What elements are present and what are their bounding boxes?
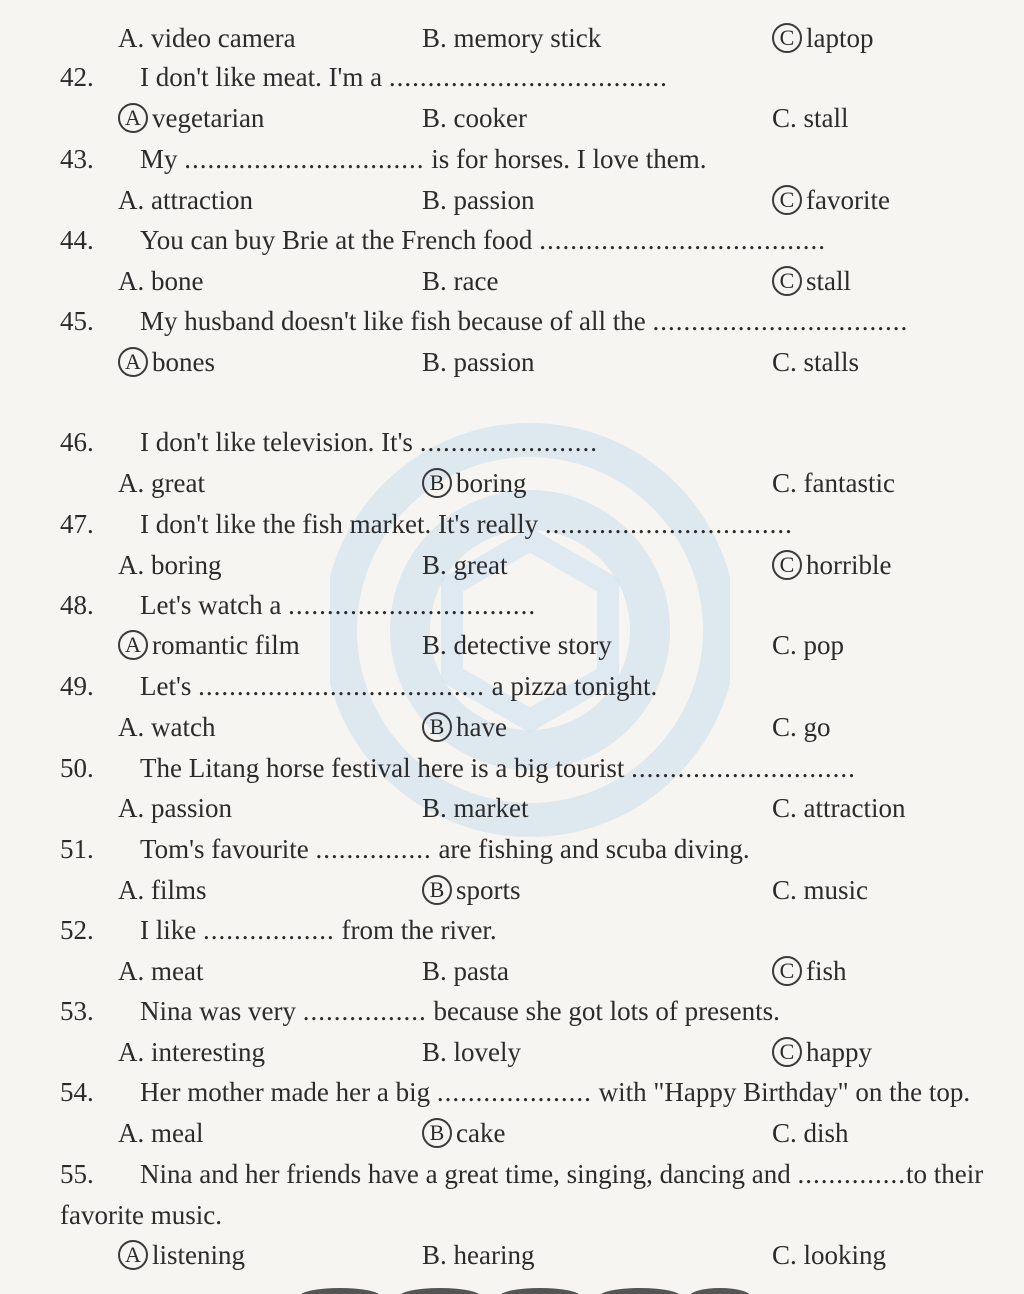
question-text — [140, 57, 668, 97]
option-c[interactable] — [772, 1235, 886, 1275]
question-fragment: with "Happy Birthday" on the top. — [598, 1077, 971, 1107]
option-c[interactable] — [772, 870, 868, 910]
option-b[interactable] — [422, 261, 498, 301]
option-text: A. meat — [118, 956, 204, 986]
option-b[interactable] — [422, 707, 507, 747]
question-46 — [0, 422, 1024, 462]
option-a[interactable] — [118, 707, 215, 747]
question-number: 46. — [60, 427, 94, 457]
option-text: B. pasta — [422, 956, 509, 986]
option-text: have — [456, 712, 507, 742]
answer-circle: A — [118, 103, 148, 133]
option-b[interactable] — [422, 545, 507, 585]
question-fragment: favorite music. — [60, 1200, 222, 1230]
option-text: sports — [456, 875, 521, 905]
question-number: 47. — [60, 509, 94, 539]
question-fragment: I don't like meat. I'm a — [140, 62, 383, 92]
answer-blank[interactable]: .............. — [797, 1159, 907, 1189]
question-fragment: a pizza tonight. — [491, 671, 658, 701]
answer-blank[interactable]: ................................ — [288, 590, 537, 620]
question-text — [140, 301, 908, 341]
answer-blank[interactable]: .................... — [436, 1077, 592, 1107]
option-b[interactable] — [422, 951, 509, 991]
question-text — [140, 1072, 970, 1112]
options-row — [0, 1235, 1024, 1275]
question-42 — [0, 57, 1024, 97]
option-text: C. looking — [772, 1240, 887, 1270]
options-row — [0, 707, 1024, 747]
option-text: A. video camera — [118, 23, 296, 53]
question-number: 53. — [60, 996, 94, 1026]
options-row — [0, 1113, 1024, 1153]
options-row — [0, 180, 1024, 220]
option-text: A. passion — [118, 793, 232, 823]
option-b[interactable] — [422, 625, 612, 665]
option-c[interactable] — [772, 951, 847, 991]
option-a[interactable] — [118, 951, 203, 991]
question-fragment: My — [140, 144, 178, 174]
options-row — [0, 261, 1024, 301]
option-text: B. passion — [422, 347, 535, 377]
option-text: C. stall — [772, 103, 849, 133]
option-b[interactable] — [422, 180, 535, 220]
option-text: B. memory stick — [422, 23, 602, 53]
answer-circle: C — [772, 550, 802, 580]
option-text: C. dish — [772, 1118, 849, 1148]
option-text: A. films — [118, 875, 207, 905]
question-number: 42. — [60, 62, 94, 92]
question-fragment: because she got lots of presents. — [433, 996, 780, 1026]
option-a[interactable] — [118, 463, 205, 503]
option-b[interactable] — [422, 1235, 534, 1275]
option-text: B. race — [422, 266, 499, 296]
question-fragment: to their — [906, 1159, 984, 1189]
question-47 — [0, 504, 1024, 544]
option-a[interactable] — [118, 625, 300, 665]
option-text: vegetarian — [152, 103, 265, 133]
option-text: listening — [152, 1240, 245, 1270]
answer-blank[interactable]: ....................... — [419, 427, 598, 457]
option-text: favorite — [806, 185, 890, 215]
question-number: 55. — [60, 1159, 94, 1189]
option-a[interactable] — [118, 342, 215, 382]
question-fragment: Let's watch a — [140, 590, 282, 620]
option-text: A. bone — [118, 266, 204, 296]
answer-blank[interactable]: ............................. — [631, 753, 856, 783]
question-fragment: Her mother made her a big — [140, 1077, 431, 1107]
question-55 — [0, 1154, 1024, 1194]
question-44 — [0, 220, 1024, 260]
options-row — [0, 545, 1024, 585]
question-text — [140, 422, 598, 462]
option-a[interactable] — [118, 18, 296, 58]
option-text: C. pop — [772, 630, 845, 660]
answer-blank[interactable]: ............................... — [184, 144, 425, 174]
option-text: A. great — [118, 468, 205, 498]
question-fragment: Nina was very — [140, 996, 296, 1026]
options-row — [0, 1032, 1024, 1072]
question-fragment: Nina and her friends have a great time, singing, dancing and — [140, 1159, 791, 1189]
option-b[interactable] — [422, 788, 528, 828]
options-row — [0, 342, 1024, 382]
question-fragment: Let's — [140, 671, 192, 701]
question-fragment: is for horses. I love them. — [431, 144, 707, 174]
question-text — [140, 748, 856, 788]
option-text: A. boring — [118, 550, 222, 580]
question-fragment: Tom's favourite — [140, 834, 309, 864]
answer-circle: C — [772, 185, 802, 215]
question-number: 48. — [60, 590, 94, 620]
answer-circle: B — [422, 468, 452, 498]
question-45 — [0, 301, 1024, 341]
answer-blank[interactable]: ................................. — [652, 306, 909, 336]
question-fragment: from the river. — [341, 915, 497, 945]
answer-circle: B — [422, 1118, 452, 1148]
option-text: B. cooker — [422, 103, 527, 133]
option-b[interactable] — [422, 1032, 521, 1072]
question-text — [140, 139, 706, 179]
options-row — [0, 625, 1024, 665]
answer-blank[interactable]: ..................................... — [198, 671, 485, 701]
question-number: 43. — [60, 144, 94, 174]
option-text: boring — [456, 468, 527, 498]
option-text: bones — [152, 347, 215, 377]
answer-blank[interactable]: ..................................... — [539, 225, 826, 255]
option-c[interactable] — [772, 1032, 872, 1072]
option-c[interactable] — [772, 463, 895, 503]
option-a[interactable] — [118, 180, 253, 220]
option-text: fish — [806, 956, 847, 986]
footer-decoration — [0, 1282, 1024, 1294]
option-text: B. lovely — [422, 1037, 521, 1067]
answer-circle: A — [118, 347, 148, 377]
option-c[interactable] — [772, 98, 849, 138]
option-text: B. passion — [422, 185, 535, 215]
option-c[interactable] — [772, 1113, 849, 1153]
question-53 — [0, 991, 1024, 1031]
option-b[interactable] — [422, 98, 527, 138]
question-number: 51. — [60, 834, 94, 864]
option-c[interactable] — [772, 625, 844, 665]
question-number: 49. — [60, 671, 94, 701]
option-a[interactable] — [118, 870, 207, 910]
question-fragment: I don't like television. It's — [140, 427, 413, 457]
answer-circle: C — [772, 1037, 802, 1067]
question-48 — [0, 585, 1024, 625]
option-text: cake — [456, 1118, 506, 1148]
option-a[interactable] — [118, 545, 222, 585]
option-text: C. go — [772, 712, 831, 742]
option-text: romantic film — [152, 630, 300, 660]
options-row — [0, 98, 1024, 138]
question-text — [140, 910, 497, 950]
option-a[interactable] — [118, 98, 264, 138]
option-text: B. hearing — [422, 1240, 535, 1270]
answer-circle: B — [422, 875, 452, 905]
option-a[interactable] — [118, 261, 203, 301]
option-text: horrible — [806, 550, 892, 580]
option-a[interactable] — [118, 1235, 245, 1275]
option-b[interactable] — [422, 342, 535, 382]
question-49 — [0, 666, 1024, 706]
question-number: 44. — [60, 225, 94, 255]
question-text — [140, 829, 750, 869]
option-text: A. attraction — [118, 185, 253, 215]
answer-blank[interactable]: ................. — [202, 915, 335, 945]
question-text — [140, 1154, 983, 1194]
option-c[interactable] — [772, 545, 891, 585]
options-row — [0, 18, 1024, 58]
answer-circle: C — [772, 956, 802, 986]
question-43 — [0, 139, 1024, 179]
answer-circle: B — [422, 712, 452, 742]
question-50 — [0, 748, 1024, 788]
option-text: C. music — [772, 875, 869, 905]
options-row — [0, 870, 1024, 910]
question-55-continuation — [0, 1195, 1024, 1235]
option-b[interactable] — [422, 870, 521, 910]
option-text: A. meal — [118, 1118, 204, 1148]
question-number: 50. — [60, 753, 94, 783]
question-fragment: My husband doesn't like fish because of all the — [140, 306, 646, 336]
option-c[interactable] — [772, 180, 890, 220]
question-text — [140, 666, 657, 706]
option-text: C. attraction — [772, 793, 906, 823]
question-number: 45. — [60, 306, 94, 336]
answer-circle: C — [772, 23, 802, 53]
option-text: A. watch — [118, 712, 216, 742]
question-text — [140, 220, 826, 260]
option-text: B. detective story — [422, 630, 612, 660]
option-text: B. market — [422, 793, 529, 823]
option-c[interactable] — [772, 261, 851, 301]
option-text: A. interesting — [118, 1037, 265, 1067]
option-text: C. stalls — [772, 347, 860, 377]
answer-circle: A — [118, 630, 148, 660]
question-number: 54. — [60, 1077, 94, 1107]
answer-blank[interactable]: ............... — [315, 834, 432, 864]
options-row — [0, 463, 1024, 503]
answer-blank[interactable]: .................................... — [388, 62, 668, 92]
option-c[interactable] — [772, 18, 874, 58]
option-a[interactable] — [118, 788, 232, 828]
option-text: C. fantastic — [772, 468, 895, 498]
option-text: happy — [806, 1037, 872, 1067]
answer-blank[interactable]: ................ — [302, 996, 427, 1026]
question-51 — [0, 829, 1024, 869]
option-b[interactable] — [422, 18, 601, 58]
option-c[interactable] — [772, 342, 859, 382]
question-54 — [0, 1072, 1024, 1112]
question-text — [140, 585, 536, 625]
question-text — [140, 991, 780, 1031]
answer-circle: A — [118, 1240, 148, 1270]
question-52 — [0, 910, 1024, 950]
question-number: 52. — [60, 915, 94, 945]
option-text: stall — [806, 266, 851, 296]
option-c[interactable] — [772, 707, 831, 747]
option-text: laptop — [806, 23, 874, 53]
option-b[interactable] — [422, 1113, 505, 1153]
question-text — [140, 504, 793, 544]
question-fragment: You can buy Brie at the French food — [140, 225, 533, 255]
answer-blank[interactable]: ................................ — [544, 509, 793, 539]
option-a[interactable] — [118, 1113, 203, 1153]
option-c[interactable] — [772, 788, 905, 828]
question-fragment: The Litang horse festival here is a big tourist — [140, 753, 625, 783]
option-b[interactable] — [422, 463, 527, 503]
option-a[interactable] — [118, 1032, 265, 1072]
question-fragment: are fishing and scuba diving. — [438, 834, 750, 864]
option-text: B. great — [422, 550, 508, 580]
question-fragment: I like — [140, 915, 197, 945]
options-row — [0, 788, 1024, 828]
answer-circle: C — [772, 266, 802, 296]
question-fragment: I don't like the fish market. It's really — [140, 509, 539, 539]
options-row — [0, 951, 1024, 991]
